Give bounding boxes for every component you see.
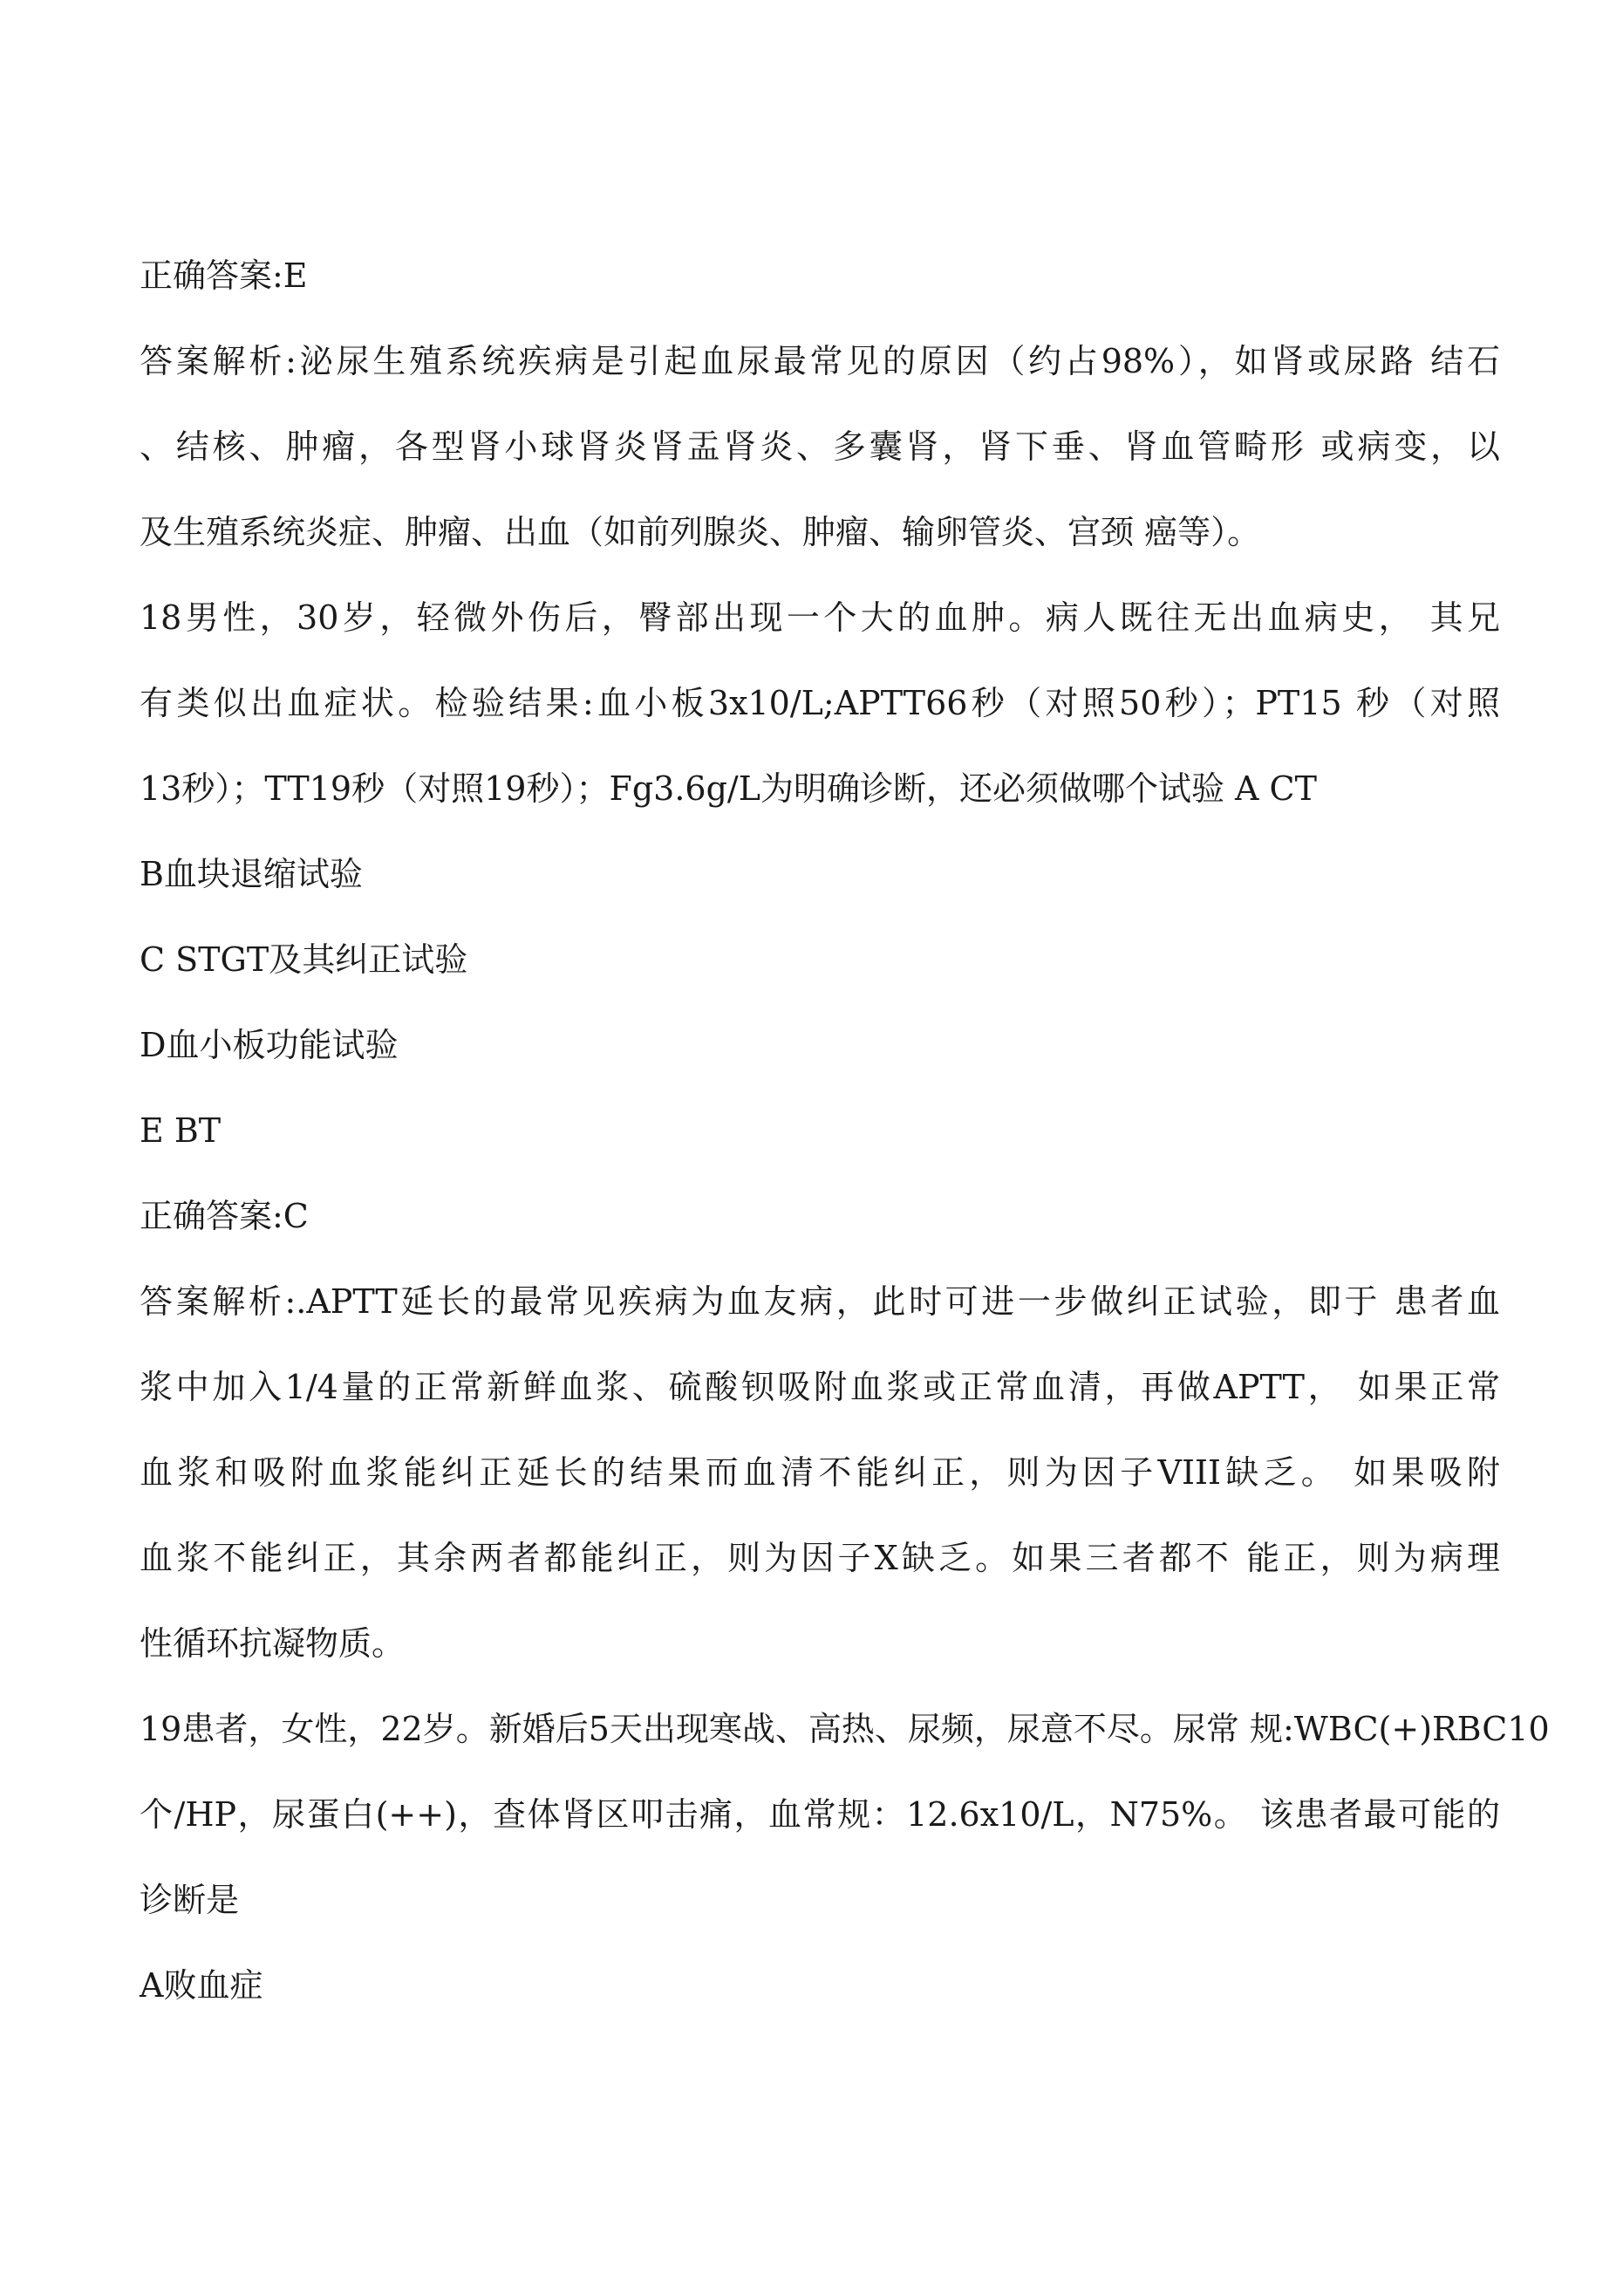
explanation-line: 答案解析:.APTT延长的最常见疾病为血友病，此时可进一步做纠正试验，即于 患者血 <box>140 1282 1500 1321</box>
option-c: C STGT及其纠正试验 <box>140 940 468 979</box>
question-line: 18男性，30岁，轻微外伤后，臀部出现一个大的血肿。病人既往无出血病史， 其兄 <box>140 598 1500 637</box>
answer-line: 正确答案:E <box>140 256 308 295</box>
explanation-line: 血浆和吸附血浆能纠正延长的结果而血清不能纠正，则为因子VIII缺乏。 如果吸附 <box>140 1453 1500 1492</box>
explanation-line: 、结核、肿瘤，各型肾小球肾炎肾盂肾炎、多囊肾，肾下垂、肾血管畸形 或病变，以 <box>140 427 1500 466</box>
question-line: 13秒）；TT19秒（对照19秒）；Fg3.6g/L为明确诊断，还必须做哪个试验 A CT <box>140 769 1317 808</box>
explanation-line: 及生殖系统炎症、肿瘤、出血（如前列腺炎、肿瘤、输卵管炎、宫颈 癌等）。 <box>140 513 1261 551</box>
question-line: 诊断是 <box>140 1881 240 1919</box>
explanation-line: 答案解析:泌尿生殖系统疾病是引起血尿最常见的原因（约占98%），如肾或尿路 结石 <box>140 342 1500 380</box>
question-line: 有类似出血症状。检验结果:血小板3x10/L;APTT66秒（对照50秒）；PT15 秒（对照 <box>140 684 1500 722</box>
explanation-line: 浆中加入1/4量的正常新鲜血浆、硫酸钡吸附血浆或正常血清，再做APTT， 如果正常 <box>140 1368 1500 1406</box>
explanation-line: 血浆不能纠正，其余两者都能纠正，则为因子X缺乏。如果三者都不 能正，则为病理 <box>140 1539 1500 1577</box>
option-b: B血块退缩试验 <box>140 855 363 893</box>
option-e: E BT <box>140 1111 222 1150</box>
explanation-line: 性循环抗凝物质。 <box>140 1624 406 1663</box>
question-line: 19患者，女性，22岁。新婚后5天出现寒战、高热、尿频，尿意不尽。尿常 规:WBC(+)RBC10 <box>140 1710 1550 1748</box>
answer-line: 正确答案:C <box>140 1197 309 1235</box>
option-d: D血小板功能试验 <box>140 1026 399 1064</box>
option-a: A败血症 <box>140 1966 263 2005</box>
question-line: 个/HP，尿蛋白(++)，查体肾区叩击痛，血常规：12.6x10/L，N75%。 该患者最可能的 <box>140 1795 1500 1834</box>
